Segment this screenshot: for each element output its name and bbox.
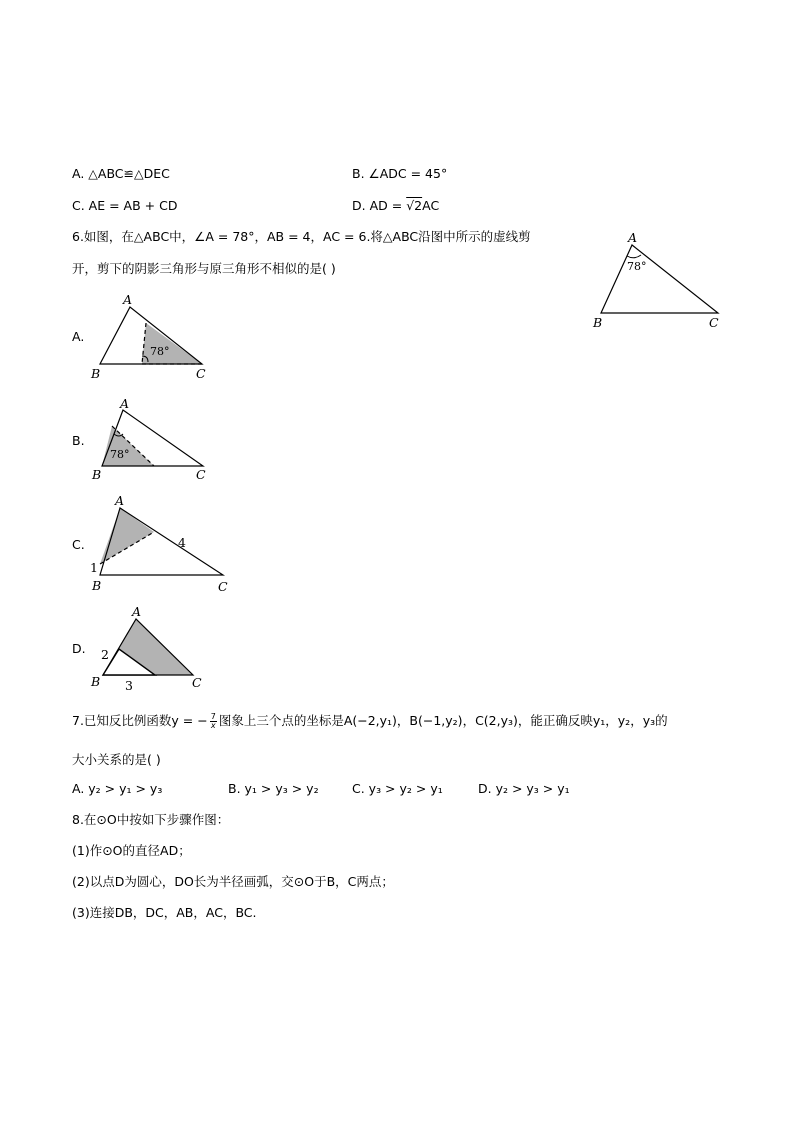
- q7-fraction-den: x: [210, 721, 216, 730]
- q7-option-a: A. y₂ > y₁ > y₃: [72, 781, 163, 796]
- figd-label-b: B: [91, 674, 101, 689]
- q8-step3: (3)连接DB，DC，AB，AC，BC.: [72, 905, 257, 920]
- figd-label-2: 2: [101, 647, 109, 662]
- q6-option-a-label: A.: [72, 329, 85, 344]
- q7-option-d: D. y₂ > y₃ > y₁: [478, 781, 570, 796]
- q6-option-d-label: D.: [72, 641, 86, 656]
- q7-line1-a: 7.已知反比例函数y = −: [72, 713, 208, 728]
- q7-line1-b: 图象上三个点的坐标是A(−2,y₁)，B(−1,y₂)，C(2,y₃)，能正确反映y₁，y₂，y₃的: [218, 713, 668, 728]
- figa-label-a: A: [123, 292, 133, 307]
- figa-label-c: C: [196, 366, 206, 381]
- q5-option-d-sqrt: √2: [406, 198, 423, 213]
- q6-line2: 开，剪下的阴影三角形与原三角形不相似的是( ): [72, 261, 336, 276]
- q7-line2: 大小关系的是( ): [72, 752, 161, 767]
- figc-label-c: C: [218, 579, 228, 594]
- q7-option-c: C. y₃ > y₂ > y₁: [352, 781, 443, 796]
- figc-label-1: 1: [90, 560, 98, 575]
- main-angle-arc: [627, 255, 641, 258]
- figa-angle-label: 78°: [150, 345, 170, 358]
- q6-option-d-figure: [86, 602, 216, 692]
- figc-label-b: B: [92, 578, 102, 593]
- main-label-c: C: [709, 315, 719, 330]
- figb-angle-label: 78°: [110, 448, 130, 461]
- figc-shaded-triangle: [100, 508, 154, 564]
- figc-label-4: 4: [178, 535, 186, 550]
- q8-step2: (2)以点D为圆心，DO长为半径画弧，交⊙O于B，C两点；: [72, 874, 394, 889]
- q7-fraction: [210, 713, 217, 730]
- q5-option-d: [352, 198, 439, 214]
- q6-main-figure: [585, 228, 735, 333]
- main-label-b: B: [593, 315, 603, 330]
- q5-option-c: C. AE = AB + CD: [72, 198, 178, 213]
- q8-step1: (1)作⊙O的直径AD；: [72, 843, 191, 858]
- figa-label-b: B: [91, 366, 101, 381]
- figd-label-3: 3: [125, 678, 133, 692]
- q5-option-d-prefix: D. AD =: [352, 198, 403, 213]
- main-label-a: A: [628, 230, 638, 245]
- q6-option-b-figure: [86, 396, 216, 486]
- q6-line1: 6.如图，在△ABC中，∠A = 78°，AB = 4，AC = 6.将△ABC沿图中所示的虚线剪: [72, 229, 531, 244]
- q8-line1: 8.在⊙O中按如下步骤作图：: [72, 812, 230, 827]
- q5-option-b: B. ∠ADC = 45°: [352, 166, 448, 181]
- figb-label-c: C: [196, 467, 206, 482]
- q6-option-c-figure: [86, 490, 236, 595]
- figd-label-a: A: [132, 604, 142, 619]
- q6-option-c-label: C.: [72, 537, 85, 552]
- q7-option-b: B. y₁ > y₃ > y₂: [228, 781, 319, 796]
- figb-label-a: A: [120, 396, 130, 411]
- q5-option-d-suffix: AC: [422, 198, 440, 213]
- q5-option-a: A. △ABC≌△DEC: [72, 166, 170, 181]
- q6-option-a-figure: [86, 290, 216, 382]
- figd-label-c: C: [192, 675, 202, 690]
- main-angle-label: 78°: [627, 260, 647, 273]
- main-triangle: [601, 245, 718, 313]
- q7-line1: [72, 713, 668, 730]
- q6-option-b-label: B.: [72, 433, 85, 448]
- q7-fraction-num: 7: [210, 712, 216, 721]
- figc-label-a: A: [115, 493, 125, 508]
- figb-label-b: B: [92, 467, 102, 482]
